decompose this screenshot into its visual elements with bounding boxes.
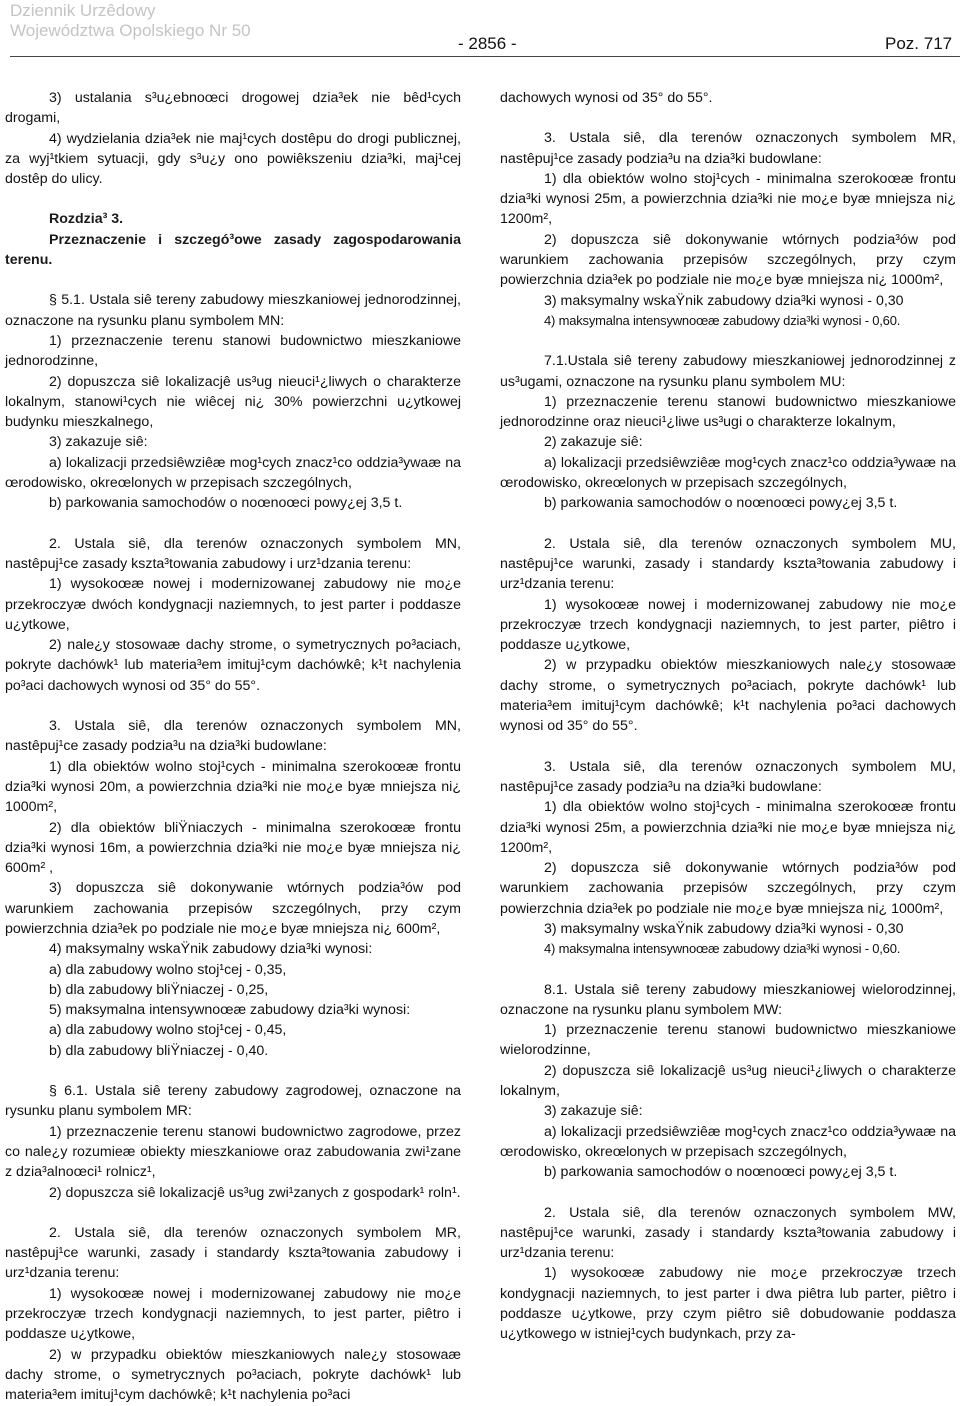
paragraph: 2) dopuszcza siê lokalizacjê us³ug nieuci¹¿liwych o charakterze lokalnym, bbox=[500, 1062, 956, 1100]
paragraph: 7.1.Ustala siê tereny zabudowy mieszkaniowej jednorodzinnej z us³ugami, oznaczone na rysunku planu symbolem MU: bbox=[500, 353, 956, 390]
right-column bbox=[500, 88, 956, 1345]
paragraph-gap bbox=[5, 270, 461, 290]
paragraph: 2. Ustala siê, dla terenów oznaczonych symbolem MW, nastêpuj¹ce warunki, zasady i standardy kszta³towania zabudowy i urz¹dzania terenu: bbox=[500, 1204, 956, 1262]
paragraph: 1) dla obiektów wolno stoj¹cych - minimalna szerokoœæ frontu dzia³ki wynosi 25m, a powierzchnia dzia³ki nie mo¿e byæ mniejsza ni¿ 1200m², bbox=[500, 170, 956, 228]
paragraph: b) dla zabudowy bliŸniaczej - 0,25, bbox=[49, 981, 269, 998]
paragraph-gap bbox=[500, 108, 956, 128]
paragraph: 2) dla obiektów bliŸniaczych - minimalna szerokoœæ frontu dzia³ki wynosi 16m, a powierzchnia dzia³ki nie mo¿e byæ mniejsza ni¿ 600m² , bbox=[5, 819, 461, 877]
paragraph-gap bbox=[5, 189, 461, 209]
section-heading: Przeznaczenie i szczegó³owe zasady zagospodarowania terenu. bbox=[5, 231, 461, 269]
paragraph-gap bbox=[500, 737, 956, 757]
paragraph-gap bbox=[5, 514, 461, 534]
paragraph: 2. Ustala siê, dla terenów oznaczonych symbolem MR, nastêpuj¹ce warunki, zasady i standardy kszta³towania zabudowy i urz¹dzania terenu: bbox=[5, 1224, 461, 1282]
paragraph: 4) maksymalna intensywnoœæ zabudowy dzia³ki wynosi - 0,60. bbox=[544, 941, 901, 957]
paragraph: 3) dopuszcza siê dokonywanie wtórnych podzia³ów pod warunkiem zachowania przepisów szczególnych, przy czym powierzchnia dzia³ek po podziale nie mo¿e byæ mniejsza ni¿ 600m², bbox=[5, 880, 461, 937]
paragraph: 1) przeznaczenie terenu stanowi budownictwo mieszkaniowe jednorodzinne oraz nieuci¹¿liwe us³ugi o charakterze lokalnym, bbox=[500, 393, 956, 431]
paragraph: 5) maksymalna intensywnoœæ zabudowy dzia³ki wynosi: bbox=[49, 1002, 411, 1019]
journal-subtitle: Województwa Opolskiego Nr 50 bbox=[10, 21, 251, 40]
paragraph-gap bbox=[500, 960, 956, 980]
paragraph: 3. Ustala siê, dla terenów oznaczonych symbolem MR, nastêpuj¹ce zasady podzia³u na dzia³ki budowlane: bbox=[500, 130, 956, 167]
paragraph-gap bbox=[5, 1061, 461, 1081]
paragraph: 1) przeznaczenie terenu stanowi budownictwo zagrodowe, przez co nale¿y rozumieæ obiekty mieszkaniowe oraz zabudowania zwi¹zane z dzia³alnoœci¹ rolnicz¹, bbox=[5, 1123, 461, 1181]
paragraph: 2. Ustala siê, dla terenów oznaczonych symbolem MN, nastêpuj¹ce zasady kszta³towania zabudowy i urz¹dzania terenu: bbox=[5, 535, 461, 572]
paragraph: 4) wydzielania dzia³ek nie maj¹cych dostêpu do drogi publicznej, za wyj¹tkiem sytuacji, gdy s³u¿y ono powiêkszeniu dzia³ki, maj¹cej dostêp do ulicy. bbox=[5, 130, 461, 188]
paragraph-gap bbox=[5, 1203, 461, 1223]
paragraph: 1) wysokoœæ nowej i modernizowanej zabudowy nie mo¿e przekroczyæ dwóch kondygnacji naziemnych, to jest parter i poddasze u¿ytkowe, bbox=[5, 576, 461, 633]
paragraph-gap bbox=[500, 514, 956, 534]
paragraph: § 6.1. Ustala siê tereny zabudowy zagrodowej, oznaczone na rysunku planu symbolem MR: bbox=[5, 1083, 461, 1120]
paragraph: 4) maksymalna intensywnoœæ zabudowy dzia³ki wynosi - 0,60. bbox=[544, 312, 901, 328]
paragraph: a) dla zabudowy wolno stoj¹cej - 0,45, bbox=[49, 1022, 287, 1039]
paragraph: b) dla zabudowy bliŸniaczej - 0,40. bbox=[49, 1042, 269, 1059]
paragraph: 3) zakazuje siê: bbox=[544, 1103, 643, 1120]
paragraph: b) parkowania samochodów o noœnoœci powy¿ej 3,5 t. bbox=[49, 495, 403, 512]
paragraph: 2) dopuszcza siê dokonywanie wtórnych podzia³ów pod warunkiem zachowania przepisów szczególnych, przy czym powierzchnia dzia³ek po podziale nie mo¿e byæ mniejsza ni¿ 1000m², bbox=[500, 860, 956, 917]
paragraph: 1) dla obiektów wolno stoj¹cych - minimalna szerokoœæ frontu dzia³ki wynosi 20m, a powierzchnia dzia³ki nie mo¿e byæ mniejsza ni¿ 1000m², bbox=[5, 758, 461, 816]
paragraph: 2) dopuszcza siê dokonywanie wtórnych podzia³ów pod warunkiem zachowania przepisów szczególnych, przy czym powierzchnia dzia³ek po podziale nie mo¿e byæ mniejsza ni¿ 1000m², bbox=[500, 231, 956, 289]
page-header bbox=[0, 0, 960, 52]
paragraph: 1) wysokoœæ nowej i modernizowanej zabudowy nie mo¿e przekroczyæ trzech kondygnacji naziemnych, to jest parter, piêtro i poddasze u¿ytkowe, bbox=[500, 596, 956, 654]
paragraph: 3. Ustala siê, dla terenów oznaczonych symbolem MN, nastêpuj¹ce zasady podzia³u na dzia³ki budowlane: bbox=[5, 718, 461, 755]
paragraph: 1) wysokoœæ zabudowy nie mo¿e przekroczyæ trzech kondygnacji naziemnych, to jest parter i dwa piêtra lub parter, piêtro i poddasze u¿ytkowe, przy czym piêtro siê dobudowanie poddasza u¿ytkowego w istniej¹cych budynkach, przy za- bbox=[500, 1265, 956, 1343]
paragraph: 3) maksymalny wskaŸnik zabudowy dzia³ki wynosi - 0,30 bbox=[544, 920, 904, 937]
paragraph: 2. Ustala siê, dla terenów oznaczonych symbolem MU, nastêpuj¹ce warunki, zasady i standardy kszta³towania zabudowy i urz¹dzania terenu: bbox=[500, 535, 956, 593]
paragraph: b) parkowania samochodów o noœnoœci powy¿ej 3,5 t. bbox=[544, 495, 898, 512]
paragraph: 4) maksymalny wskaŸnik zabudowy dzia³ki wynosi: bbox=[49, 941, 373, 958]
paragraph: b) parkowania samochodów o noœnoœci powy¿ej 3,5 t. bbox=[544, 1164, 898, 1181]
paragraph: 2) zakazuje siê: bbox=[544, 434, 643, 451]
paragraph: § 5.1. Ustala siê tereny zabudowy mieszkaniowej jednorodzinnej, oznaczone na rysunku planu symbolem MN: bbox=[5, 292, 461, 329]
journal-title: Dziennik Urzêdowy bbox=[10, 1, 156, 20]
paragraph: 3) ustalania s³u¿ebnoœci drogowej dzia³ek nie bêd¹cych drogami, bbox=[5, 90, 461, 127]
header-rule bbox=[10, 56, 960, 57]
paragraph: 1) wysokoœæ nowej i modernizowanej zabudowy nie mo¿e przekroczyæ trzech kondygnacji naziemnych, to jest parter, piêtro i poddasze u¿ytkowe, bbox=[5, 1285, 461, 1343]
paragraph: a) lokalizacji przedsiêwziêæ mog¹cych znacz¹co oddzia³ywaæ na œrodowisko, okreœlonych w przepisach szczególnych, bbox=[5, 454, 461, 492]
paragraph: 2) w przypadku obiektów mieszkaniowych nale¿y stosowaæ dachy strome, o symetrycznych po³aciach, pokryte dachówk¹ lub materia³em imituj¹cym dachówkê; k¹t nachylenia po³aci dachowych wynosi od 35° do 55°. bbox=[500, 657, 956, 735]
paragraph: a) lokalizacji przedsiêwziêæ mog¹cych znacz¹co oddzia³ywaæ na œrodowisko, okreœlonych w przepisach szczególnych, bbox=[500, 454, 956, 492]
paragraph: 1) dla obiektów wolno stoj¹cych - minimalna szerokoœæ frontu dzia³ki wynosi 25m, a powierzchnia dzia³ki nie mo¿e byæ mniejsza ni¿ 1200m², bbox=[500, 799, 956, 856]
section-heading: Rozdzia³ 3. bbox=[49, 211, 124, 228]
paragraph-gap bbox=[500, 331, 956, 351]
paragraph: 2) nale¿y stosowaæ dachy strome, o symetrycznych po³aciach, pokryte dachówk¹ lub materia³em imituj¹cym dachówkê; k¹t nachylenia po³aci dachowych wynosi od 35° do 55°. bbox=[5, 637, 461, 694]
paragraph: 3. Ustala siê, dla terenów oznaczonych symbolem MU, nastêpuj¹ce zasady podzia³u na dzia³ki budowlane: bbox=[500, 758, 956, 795]
left-column bbox=[5, 88, 461, 1406]
paragraph: 1) przeznaczenie terenu stanowi budownictwo mieszkaniowe jednorodzinne, bbox=[5, 332, 461, 370]
paragraph: a) dla zabudowy wolno stoj¹cej - 0,35, bbox=[49, 961, 287, 978]
paragraph: 1) przeznaczenie terenu stanowi budownictwo mieszkaniowe wielorodzinne, bbox=[500, 1022, 956, 1059]
paragraph: dachowych wynosi od 35° do 55°. bbox=[500, 90, 713, 106]
paragraph: 2) w przypadku obiektów mieszkaniowych nale¿y stosowaæ dachy strome, o symetrycznych po³aciach, pokryte dachówk¹ lub materia³em imituj¹cym dachówkê; k¹t nachylenia po³aci bbox=[5, 1346, 461, 1404]
paragraph: 8.1. Ustala siê tereny zabudowy mieszkaniowej wielorodzinnej, oznaczone na rysunku planu symbolem MW: bbox=[500, 981, 956, 1018]
paragraph-gap bbox=[500, 1183, 956, 1203]
paragraph: 3) zakazuje siê: bbox=[49, 434, 148, 451]
paragraph: a) lokalizacji przedsiêwziêæ mog¹cych znacz¹co oddzia³ywaæ na œrodowisko, okreœlonych w przepisach szczególnych, bbox=[500, 1123, 956, 1160]
paragraph: 2) dopuszcza siê lokalizacjê us³ug zwi¹zanych z gospodark¹ roln¹. bbox=[49, 1184, 461, 1201]
paragraph-gap bbox=[5, 696, 461, 716]
paragraph: 3) maksymalny wskaŸnik zabudowy dzia³ki wynosi - 0,30 bbox=[544, 292, 904, 309]
page-number: - 2856 - bbox=[458, 34, 517, 53]
position-number: Poz. 717 bbox=[885, 34, 953, 53]
paragraph: 2) dopuszcza siê lokalizacjê us³ug nieuci¹¿liwych o charakterze lokalnym, stanowi¹cych nie wiêcej ni¿ 30% powierzchni u¿ytkowej budynku mieszkalnego, bbox=[5, 373, 461, 431]
